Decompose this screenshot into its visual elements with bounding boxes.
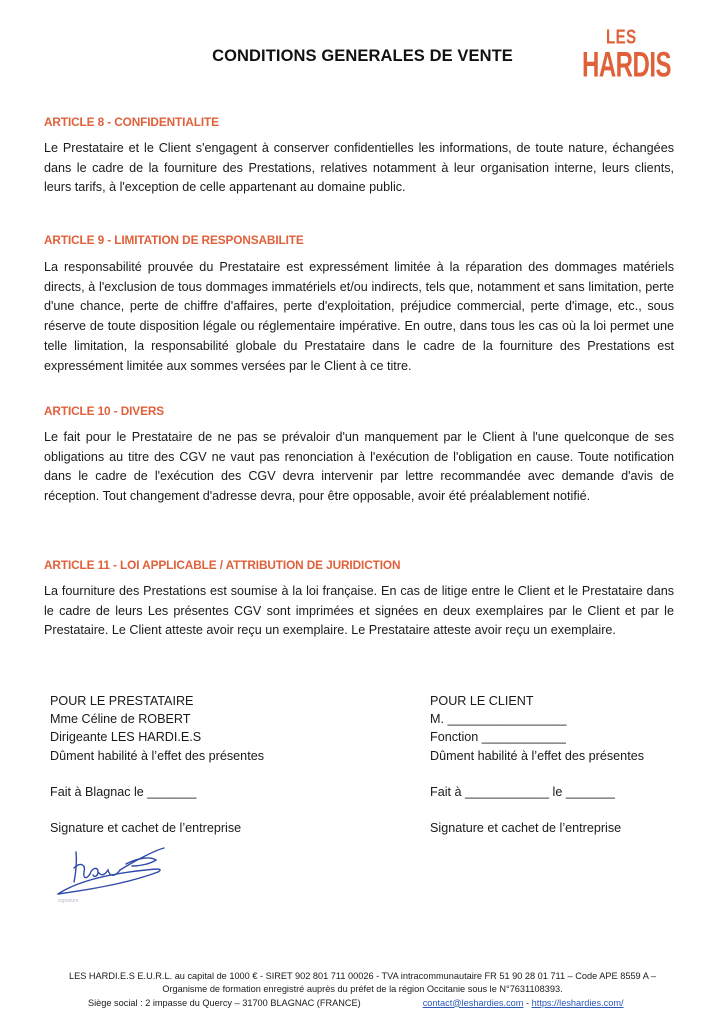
- page-footer: [40, 970, 685, 1010]
- footer-registration-line: Organisme de formation enregistré auprès du préfet de la région Occitanie sous le N°7631108393.: [162, 984, 563, 995]
- provider-role: Dirigeante LES HARDI.E.S: [50, 730, 202, 745]
- document-title: CONDITIONS GENERALES DE VENTE: [212, 47, 513, 65]
- article-10-heading: ARTICLE 10 - DIVERS: [44, 404, 165, 418]
- client-role-field: Fonction ____________: [430, 730, 566, 745]
- svg-text:signature: signature: [58, 898, 79, 904]
- footer-email-link[interactable]: contact@leshardies.com: [422, 997, 524, 1008]
- article-11-body: La fourniture des Prestations est soumise à la loi française. En cas de litige entre le Client et le Prestataire dans le cadre de leurs Les présentes CGV sont imprimées et signées en deux exemplaires par le Client et par le Prestataire. Le Client atteste avoir reçu un exemplaire. Le Prestataire atteste avoir reçu un exemplaire.: [44, 584, 674, 638]
- client-authority: Dûment habilité à l’effet des présentes: [430, 748, 644, 763]
- article-8-body: Le Prestataire et le Client s'engagent à conserver confidentielles les informations, de toute nature, échangées dans le cadre de la fourniture des Prestations, relatives notamment à leur organisation interne, leurs clients, leurs tarifs, à l'exception de celle appartenant au domaine public.: [44, 141, 674, 195]
- footer-separator: -: [523, 997, 532, 1008]
- provider-signature-block: [50, 692, 264, 837]
- provider-place-date: Fait à Blagnac le _______: [50, 784, 197, 799]
- footer-company-line: LES HARDI.E.S E.U.R.L. au capital de 1000 € - SIRET 902 801 711 00026 - TVA intracommunautaire FR 51 90 28 01 711 – Code APE 8559 A –: [69, 971, 656, 981]
- article-9-body: La responsabilité prouvée du Prestataire est expressément limitée à la réparation des dommages matériels directs, à l'exclusion de tous dommages immatériels et/ou indirects, tels que, notamment et sans limitation, perte d'une chance, perte de chiffre d'affaires, perte d'exploitation, préjudice commercial, perte d'image, etc., sous réserve de toute disposition légale ou réglementaire impérative. En outre, dans tous les cas où la loi permet une telle limitation, la responsabilité globale du Prestataire dans le cadre de la fourniture des Prestations est expressément limitée aux sommes versées par le Client à ce titre.: [44, 260, 674, 373]
- article-10-body: Le fait pour le Prestataire de ne pas se prévaloir d'un manquement par le Client à l'une quelconque de ses obligations au titre des CGV ne vaut pas renonciation à l'exécution de l'obligation en cause. Toute notification dans le cadre de l'exécution des CGV devra intervenir par lettre recommandée avec demande d'avis de réception. Tout changement d'adresse devra, pour être opposable, avoir été préalablement notifié.: [44, 430, 674, 504]
- client-heading: POUR LE CLIENT: [430, 694, 534, 708]
- client-signature-block: [430, 692, 644, 837]
- les-hardis-logo: [580, 26, 675, 86]
- client-stamp-label: Signature et cachet de l’entreprise: [430, 821, 622, 836]
- logo-line-les: LES: [606, 26, 637, 49]
- provider-heading: POUR LE PRESTATAIRE: [50, 694, 194, 708]
- provider-stamp-label: Signature et cachet de l’entreprise: [50, 821, 242, 836]
- logo-line-hardis: HARDIS: [582, 46, 672, 86]
- article-8-heading: ARTICLE 8 - CONFIDENTIALITE: [44, 115, 219, 129]
- client-place-date-field: Fait à ____________ le _______: [430, 784, 615, 799]
- article-9-heading: ARTICLE 9 - LIMITATION DE RESPONSABILITE: [44, 233, 304, 247]
- handwritten-signature-image: [46, 838, 176, 908]
- provider-authority: Dûment habilité à l’effet des présentes: [50, 748, 264, 763]
- client-name-field: M. _________________: [430, 712, 567, 727]
- footer-address: Siège social : 2 impasse du Quercy – 31700 BLAGNAC (FRANCE): [88, 997, 361, 1008]
- footer-website-link[interactable]: https://leshardies.com/: [531, 997, 624, 1008]
- footer-contact-line: [40, 997, 685, 1010]
- provider-name: Mme Céline de ROBERT: [50, 712, 191, 727]
- article-11-heading: ARTICLE 11 - LOI APPLICABLE / ATTRIBUTION DE JURIDICTION: [44, 558, 401, 572]
